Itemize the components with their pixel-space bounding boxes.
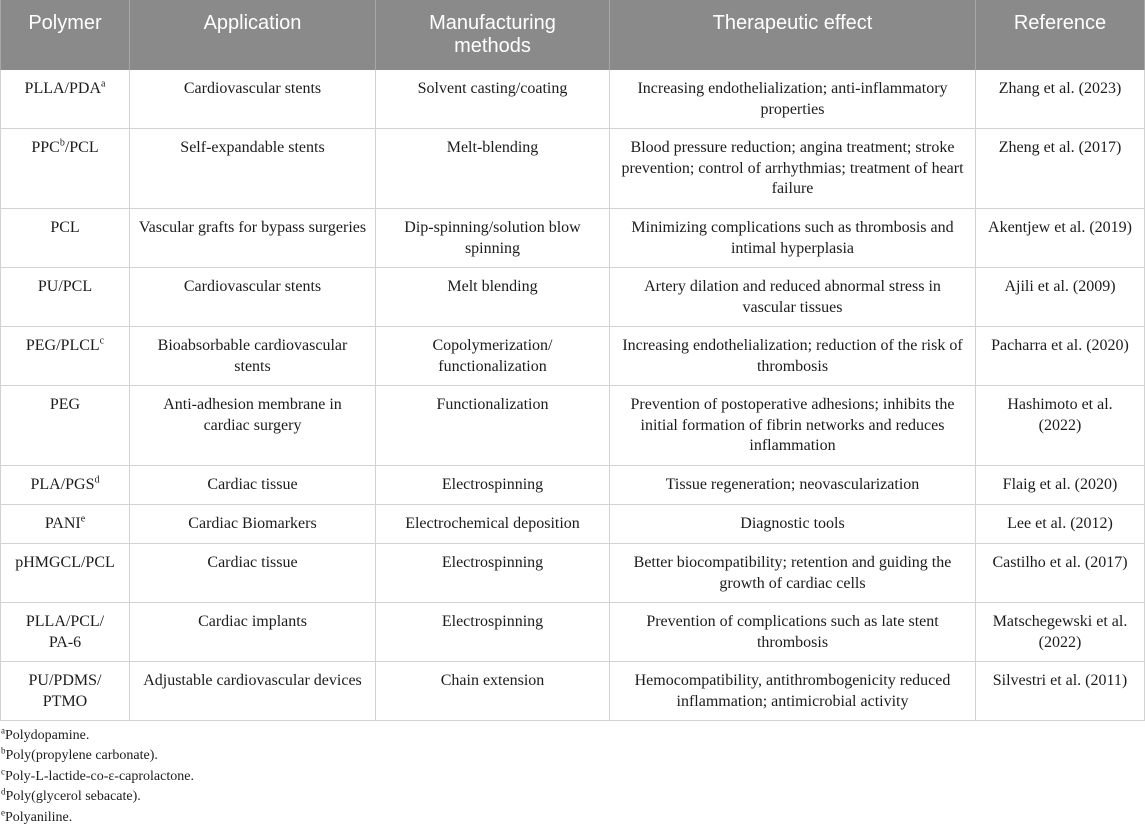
reference-cell: Zheng et al. (2017) (976, 129, 1145, 209)
header-reference: Reference (976, 0, 1145, 70)
reference-cell: Pacharra et al. (2020) (976, 327, 1145, 386)
header-polymer: Polymer (0, 0, 130, 70)
reference-cell: Akentjew et al. (2019) (976, 209, 1145, 268)
footnote-text: Poly(propylene carbonate). (5, 748, 158, 764)
footnote (1, 746, 194, 766)
table-row (0, 466, 1145, 505)
reference-cell: Flaig et al. (2020) (976, 466, 1145, 505)
application-cell: Bioabsorbable cardiovascular stents (130, 327, 376, 386)
polymer-name: PLLA/PCL/ PA-6 (25, 613, 105, 651)
polymer-name: PANI (44, 515, 81, 532)
footnote (1, 808, 194, 828)
manufacturing-cell: Solvent casting/coating (376, 70, 610, 129)
polymer-cell (0, 386, 130, 466)
effect-cell: Blood pressure reduction; angina treatment; stroke prevention; control of arrhythmias; treatment of heart failure (610, 129, 976, 209)
header-therapeutic-effect: Therapeutic effect (610, 0, 976, 70)
table-row (0, 268, 1145, 327)
reference-cell: Lee et al. (2012) (976, 505, 1145, 544)
footnote-marker: e (1, 806, 5, 817)
polymer-cell (0, 505, 130, 544)
effect-cell: Tissue regeneration; neovascularization (610, 466, 976, 505)
footnote-marker: b (59, 137, 65, 149)
footnote-marker: c (1, 766, 5, 777)
table-row (0, 70, 1145, 129)
manufacturing-cell: Melt blending (376, 268, 610, 327)
polymer-cell (0, 209, 130, 268)
table-row (0, 544, 1145, 603)
effect-cell: Minimizing complications such as thrombosis and intimal hyperplasia (610, 209, 976, 268)
effect-cell: Artery dilation and reduced abnormal stress in vascular tissues (610, 268, 976, 327)
footnote-text: Poly(glycerol sebacate). (5, 789, 141, 805)
footnote-text: Polydopamine. (5, 728, 90, 743)
polymer-cell (0, 466, 130, 505)
table-row (0, 129, 1145, 209)
effect-cell: Hemocompatibility, antithrombogenicity reduced inflammation; antimicrobial activity (610, 662, 976, 721)
table-footnotes (1, 726, 194, 828)
polymer-name: PEG (49, 396, 81, 413)
reference-cell: Silvestri et al. (2011) (976, 662, 1145, 721)
polymer-cell (0, 70, 130, 129)
footnote-marker: c (99, 335, 105, 347)
application-cell: Vascular grafts for bypass surgeries (130, 209, 376, 268)
polymer-cell (0, 662, 130, 721)
application-cell: Self-expandable stents (130, 129, 376, 209)
footnote-text: Polyaniline. (5, 809, 73, 825)
table-row (0, 603, 1145, 662)
polymer-name: PU/PDMS/ PTMO (28, 672, 102, 710)
application-cell: Cardiac implants (130, 603, 376, 662)
reference-cell: Hashimoto et al. (2022) (976, 386, 1145, 466)
manufacturing-cell: Functionalization (376, 386, 610, 466)
footnote (1, 787, 194, 807)
manufacturing-cell: Electrochemical deposition (376, 505, 610, 544)
application-cell: Cardiac tissue (130, 466, 376, 505)
polymer-name: PPC (31, 139, 60, 156)
table-row (0, 662, 1145, 721)
effect-cell: Diagnostic tools (610, 505, 976, 544)
polymer-name: pHMGCL/PCL (15, 554, 115, 571)
polymer-name: PLLA/PDA (24, 80, 101, 97)
footnote-marker: a (1, 725, 5, 736)
effect-cell: Prevention of complications such as late stent thrombosis (610, 603, 976, 662)
header-application: Application (130, 0, 376, 70)
manufacturing-cell: Melt-blending (376, 129, 610, 209)
reference-cell: Castilho et al. (2017) (976, 544, 1145, 603)
effect-cell: Increasing endothelialization; reduction of the risk of thrombosis (610, 327, 976, 386)
footnote (1, 767, 194, 787)
polymer-cell (0, 544, 130, 603)
manufacturing-cell: Electrospinning (376, 603, 610, 662)
application-cell: Cardiac tissue (130, 544, 376, 603)
application-cell: Cardiac Biomarkers (130, 505, 376, 544)
table-row (0, 505, 1145, 544)
reference-cell: Zhang et al. (2023) (976, 70, 1145, 129)
table-row (0, 327, 1145, 386)
polymer-cell (0, 327, 130, 386)
polymer-name-suffix: /PCL (64, 139, 99, 156)
manufacturing-cell: Electrospinning (376, 466, 610, 505)
polymer-cell (0, 268, 130, 327)
manufacturing-cell: Electrospinning (376, 544, 610, 603)
footnote (1, 726, 194, 746)
table-row (0, 386, 1145, 466)
polymer-name: PEG/PLCL (25, 337, 100, 354)
footnote-marker: b (1, 745, 6, 756)
reference-cell: Ajili et al. (2009) (976, 268, 1145, 327)
polymer-cell (0, 603, 130, 662)
table-header (0, 0, 1145, 70)
polymer-cell (0, 129, 130, 209)
application-cell: Adjustable cardiovascular devices (130, 662, 376, 721)
reference-cell: Matschegewski et al. (2022) (976, 603, 1145, 662)
table-row (0, 209, 1145, 268)
footnote-text: Poly-L-lactide-co-ε-caprolactone. (5, 768, 194, 784)
footnote-marker: d (1, 786, 6, 797)
footnote-marker: d (94, 474, 100, 486)
manufacturing-cell: Copolymerization/ functionalization (376, 327, 610, 386)
application-cell: Anti-adhesion membrane in cardiac surgery (130, 386, 376, 466)
header-manufacturing-methods: Manufacturing methods (376, 0, 610, 70)
polymer-name: PLA/PGS (30, 476, 95, 493)
effect-cell: Better biocompatibility; retention and guiding the growth of cardiac cells (610, 544, 976, 603)
effect-cell: Prevention of postoperative adhesions; inhibits the initial formation of fibrin networks and reduces inflammation (610, 386, 976, 466)
application-cell: Cardiovascular stents (130, 268, 376, 327)
manufacturing-cell: Chain extension (376, 662, 610, 721)
polymer-name: PCL (50, 219, 80, 236)
polymer-name: PU/PCL (37, 278, 93, 295)
manufacturing-cell: Dip-spinning/solution blow spinning (376, 209, 610, 268)
footnote-marker: e (80, 513, 86, 525)
table-body (0, 70, 1145, 721)
application-cell: Cardiovascular stents (130, 70, 376, 129)
footnote-marker: a (101, 78, 106, 90)
effect-cell: Increasing endothelialization; anti-inflammatory properties (610, 70, 976, 129)
